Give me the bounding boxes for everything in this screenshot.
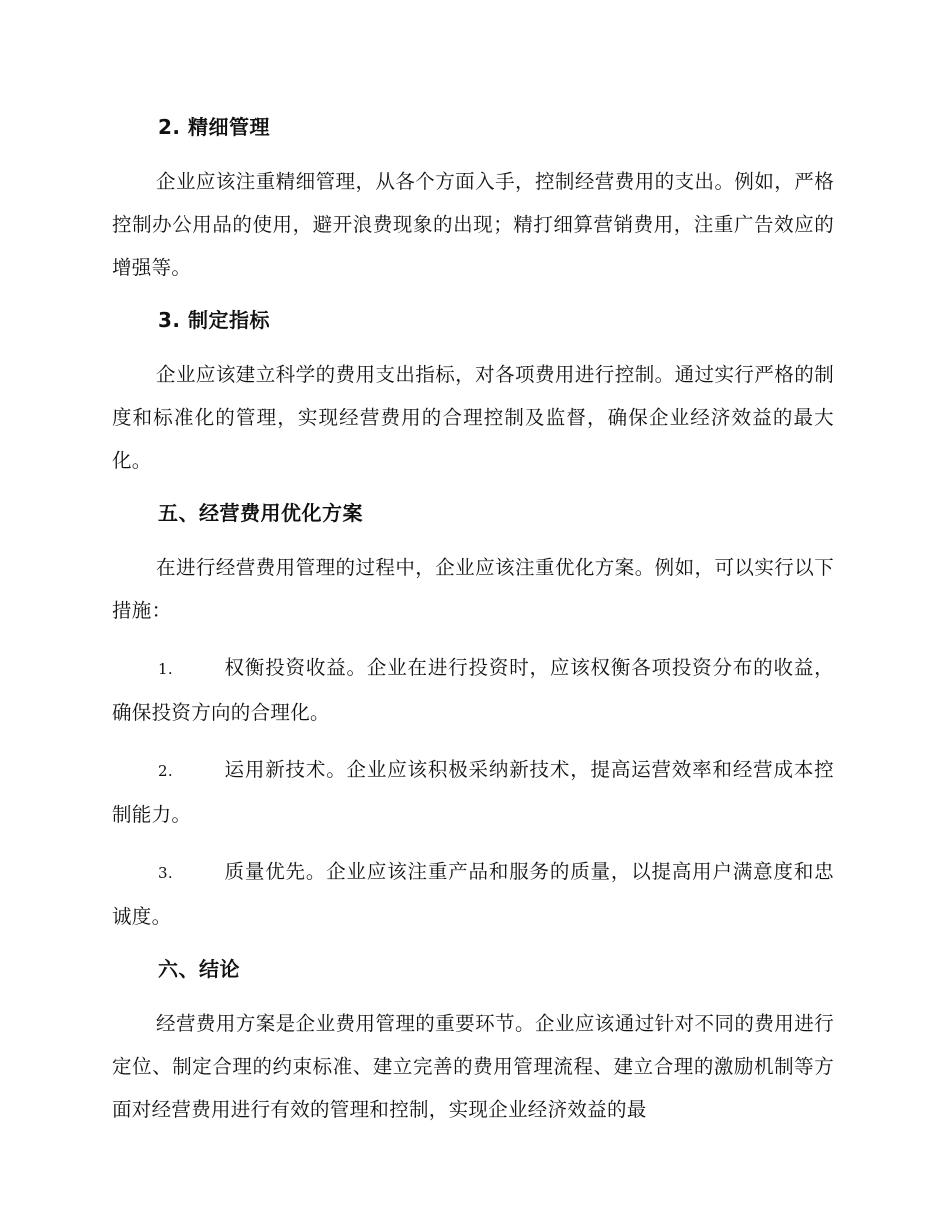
paragraph-conclusion: 经营费用方案是企业费用管理的重要环节。企业应该通过针对不同的费用进行定位、制定合理的约束标准、建立完善的费用管理流程、建立合理的激励机制等方面对经营费用进行有效的管理和控制，实现企业经济效益的最 bbox=[112, 1012, 834, 1121]
list-item bbox=[112, 748, 834, 836]
list-text: 质量优先。企业应该注重产品和服务的质量，以提高用户满意度和忠诚度。 bbox=[112, 860, 834, 928]
section-heading-optimization-plan: 五、经营费用优化方案 bbox=[158, 501, 363, 525]
list-number: 2. bbox=[158, 762, 173, 780]
list-text: 权衡投资收益。企业在进行投资时，应该权衡各项投资分布的收益，确保投资方向的合理化。 bbox=[112, 656, 834, 724]
list-number: 1. bbox=[158, 660, 173, 678]
paragraph-set-indicators: 企业应该建立科学的费用支出指标，对各项费用进行控制。通过实行严格的制度和标准化的管理，实现经营费用的合理控制及监督，确保企业经济效益的最大化。 bbox=[112, 363, 834, 472]
paragraph-fine-management: 企业应该注重精细管理，从各个方面入手，控制经营费用的支出。例如，严格控制办公用品的使用，避开浪费现象的出现；精打细算营销费用，注重广告效应的增强等。 bbox=[112, 170, 834, 279]
section-heading-fine-management: 2. 精细管理 bbox=[158, 115, 270, 139]
document-body bbox=[112, 110, 834, 1145]
list-text: 运用新技术。企业应该积极采纳新技术，提高运营效率和经营成本控制能力。 bbox=[112, 758, 834, 826]
section-heading-conclusion: 六、结论 bbox=[158, 957, 240, 981]
list-number: 3. bbox=[158, 864, 173, 882]
list-item bbox=[112, 646, 834, 734]
paragraph-optimization-intro: 在进行经营费用管理的过程中，企业应该注重优化方案。例如，可以实行以下措施： bbox=[112, 556, 834, 622]
section-heading-set-indicators: 3. 制定指标 bbox=[158, 308, 270, 332]
list-item bbox=[112, 850, 834, 938]
